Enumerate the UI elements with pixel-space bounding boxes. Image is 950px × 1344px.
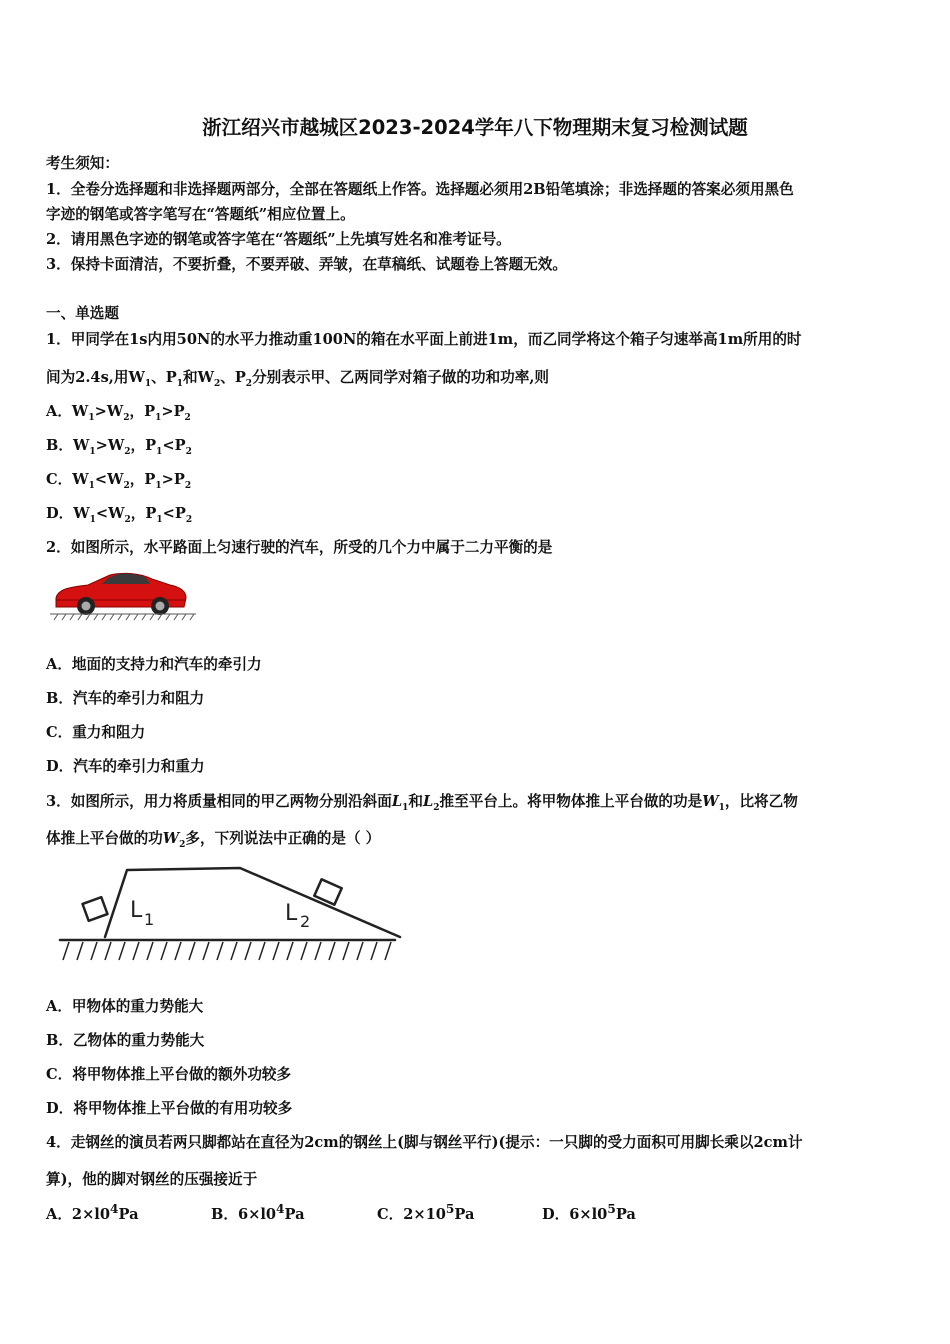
q3-option-a[interactable]: A．甲物体的重力势能大 [46, 998, 204, 1015]
q1-option-a[interactable]: A．$W_1>W_2$，$P_1>P_2$ [46, 403, 191, 423]
q2-option-d[interactable]: D．汽车的牵引力和重力 [46, 758, 205, 775]
q3-option-c[interactable]: C．将甲物体推上平台做的额外功较多 [46, 1066, 292, 1083]
incline-figure [55, 860, 405, 970]
notice-item-1b: 字迹的钢笔或答字笔写在“答题纸”相应位置上。 [46, 206, 355, 223]
q1-option-d[interactable]: D．$W_1<W_2$，$P_1<P_2$ [46, 505, 193, 525]
label-l2-sub: 2 [300, 912, 311, 931]
section-heading: 一、单选题 [46, 305, 119, 322]
notice-item-1a: 1．全卷分选择题和非选择题两部分，全部在答题纸上作答。选择题必须用2B铅笔填涂；非选择题的答案必须用黑色 [46, 181, 794, 198]
ground-hatch [63, 942, 391, 960]
q1-stem-line1: 1．甲同学在1s内用50N的水平力推动重100N的箱在水平面上前进1m，而乙同学将这个箱子匀速举高1m所用的时 [46, 331, 802, 348]
block-1 [83, 897, 108, 921]
page-title: 浙江绍兴市越城区2023-2024学年八下物理期末复习检测试题 [202, 116, 748, 139]
car-figure [48, 565, 198, 625]
q3-stem-line2: 体推上平台做的功$W_2$多，下列说法中正确的是（ ） [46, 830, 381, 850]
q4-option-d[interactable]: D．$6\times l0^5Pa$ [542, 1202, 636, 1223]
q1-stem-line2: 间为2.4s,用$W_1$、$P_1$和$W_2$、$P_2$分别表示甲、乙两同学对箱子做的功和功率,则 [46, 369, 550, 389]
q4-stem-line2: 算)，他的脚对钢丝的压强接近于 [46, 1171, 258, 1188]
q2-option-b[interactable]: B．汽车的牵引力和阻力 [46, 690, 205, 707]
q4-option-b[interactable]: B．$6\times l0^4Pa$ [211, 1202, 305, 1223]
notice-item-2: 2．请用黑色字迹的钢笔或答字笔在“答题纸”上先填写姓名和准考证号。 [46, 231, 511, 248]
q3-stem-line1: 3．如图所示，用力将质量相同的甲乙两物分别沿斜面$L_1$和$L_2$推至平台上。将甲物体推上平台做的功是$W_1$，比将乙物 [46, 793, 798, 813]
q3-option-d[interactable]: D．将甲物体推上平台做的有用功较多 [46, 1100, 293, 1117]
label-l2: L [285, 901, 298, 926]
q4-option-a[interactable]: A．$2\times l0^4Pa$ [46, 1202, 139, 1223]
q1-option-b[interactable]: B．$W_1>W_2$，$P_1<P_2$ [46, 437, 192, 457]
q4-stem-line1: 4．走钢丝的演员若两只脚都站在直径为2cm的钢丝上(脚与钢丝平行)(提示：一只脚的受力面积可用脚长乘以2cm计 [46, 1134, 803, 1151]
q2-stem: 2．如图所示，水平路面上匀速行驶的汽车，所受的几个力中属于二力平衡的是 [46, 539, 553, 556]
notice-heading: 考生须知： [46, 155, 119, 172]
road-hatch [50, 614, 196, 620]
q2-option-a[interactable]: A．地面的支持力和汽车的牵引力 [46, 656, 262, 673]
q3-option-b[interactable]: B．乙物体的重力势能大 [46, 1032, 205, 1049]
q4-option-c[interactable]: C．$2\times 10^5Pa$ [377, 1202, 475, 1223]
label-l1: L [130, 898, 143, 923]
label-l1-sub: 1 [144, 910, 155, 929]
q1-option-c[interactable]: C．$W_1<W_2$，$P_1>P_2$ [46, 471, 192, 491]
notice-item-3: 3．保持卡面清洁，不要折叠，不要弄破、弄皱，在草稿纸、试题卷上答题无效。 [46, 256, 567, 273]
q2-option-c[interactable]: C．重力和阻力 [46, 724, 146, 741]
car-icon [56, 573, 186, 615]
